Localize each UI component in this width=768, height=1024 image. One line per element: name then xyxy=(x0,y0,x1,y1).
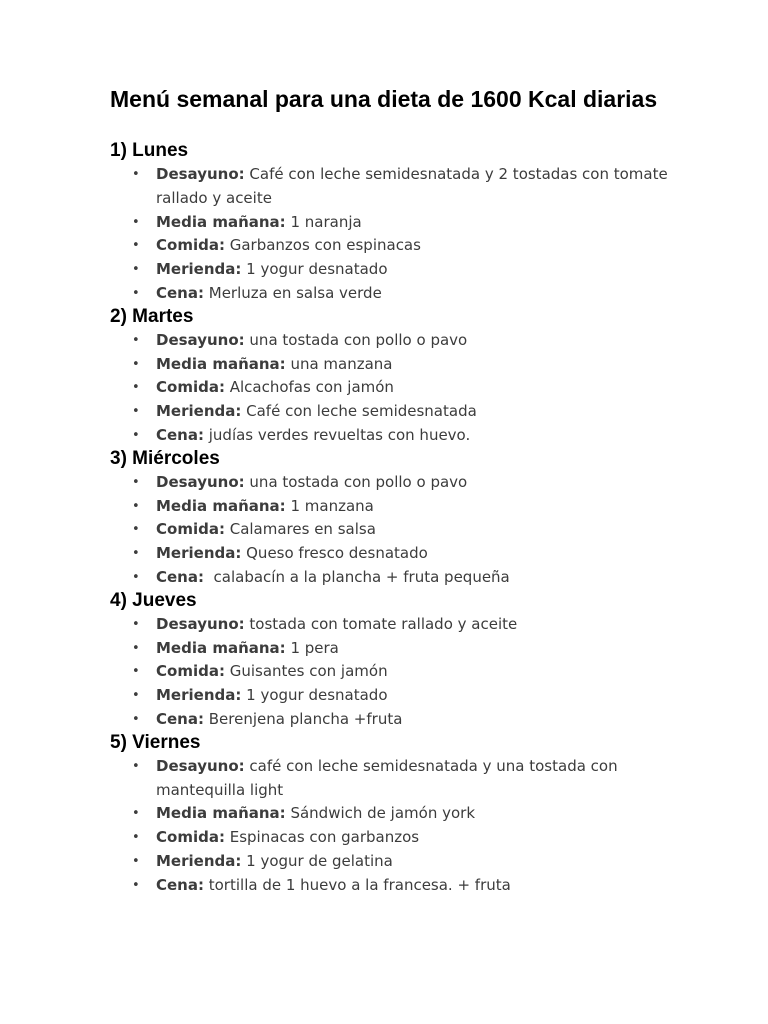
bullet-icon: • xyxy=(132,404,140,420)
meal-label: Media mañana: xyxy=(156,212,286,231)
bullet-icon: • xyxy=(132,238,140,254)
bullet-icon: • xyxy=(132,830,140,846)
meal-label: Cena: xyxy=(156,283,204,302)
meal-item xyxy=(110,376,670,400)
bullet-icon: • xyxy=(132,758,140,774)
meal-text: Queso fresco desnatado xyxy=(241,544,428,563)
day-heading: 3) Miércoles xyxy=(110,447,220,469)
meal-list xyxy=(110,329,670,448)
meal-label: Merienda: xyxy=(156,402,242,421)
day-section-jueves xyxy=(110,590,670,732)
meal-label: Desayuno: xyxy=(156,756,245,775)
meal-text: 1 manzana xyxy=(285,496,374,515)
meal-item xyxy=(110,613,670,637)
meal-text: 1 pera xyxy=(285,638,339,657)
page-title: Menú semanal para una dieta de 1600 Kcal diarias xyxy=(110,86,658,112)
meal-item xyxy=(110,802,670,826)
day-section-lunes xyxy=(110,140,670,306)
meal-item xyxy=(110,400,670,424)
meal-label: Media mañana: xyxy=(156,354,286,373)
meal-item xyxy=(110,258,670,282)
meal-item xyxy=(110,329,670,353)
bullet-icon: • xyxy=(132,427,140,443)
bullet-icon: • xyxy=(132,664,140,680)
day-section-martes xyxy=(110,306,670,448)
meal-item xyxy=(110,163,670,211)
meal-text: una manzana xyxy=(285,354,393,373)
meal-label: Media mañana: xyxy=(156,496,286,515)
bullet-icon: • xyxy=(132,688,140,704)
meal-item xyxy=(110,353,670,377)
meal-label: Comida: xyxy=(156,662,225,681)
bullet-icon: • xyxy=(132,877,140,893)
day-section-viernes xyxy=(110,732,670,898)
meal-text: tortilla de 1 huevo a la francesa. + fruta xyxy=(203,875,511,894)
meal-label: Desayuno: xyxy=(156,472,245,491)
meal-item xyxy=(110,850,670,874)
meal-label: Comida: xyxy=(156,236,225,255)
day-heading: 4) Jueves xyxy=(110,589,197,611)
bullet-icon: • xyxy=(132,711,140,727)
meal-label: Desayuno: xyxy=(156,330,245,349)
meal-list xyxy=(110,755,670,898)
document-page xyxy=(110,86,670,898)
meal-text: una tostada con pollo o pavo xyxy=(244,330,468,349)
meal-item xyxy=(110,826,670,850)
bullet-icon: • xyxy=(132,356,140,372)
day-section-miercoles xyxy=(110,448,670,590)
meal-text: calabacín a la plancha + fruta pequeña xyxy=(203,567,510,586)
meal-item xyxy=(110,471,670,495)
bullet-icon: • xyxy=(132,285,140,301)
meal-text: café con leche semidesnatada y una tostada con mantequilla light xyxy=(156,756,618,799)
meal-item xyxy=(110,542,670,566)
bullet-icon: • xyxy=(132,380,140,396)
meal-text: 1 yogur de gelatina xyxy=(241,851,393,870)
meal-item xyxy=(110,566,670,590)
day-heading: 1) Lunes xyxy=(110,140,189,161)
meal-label: Merienda: xyxy=(156,544,242,563)
meal-item xyxy=(110,708,670,732)
meal-text: Sándwich de jamón york xyxy=(285,804,476,823)
meal-item xyxy=(110,684,670,708)
meal-list xyxy=(110,163,670,306)
bullet-icon: • xyxy=(132,262,140,278)
meal-text: Alcachofas con jamón xyxy=(224,378,394,397)
bullet-icon: • xyxy=(132,546,140,562)
meal-text: Café con leche semidesnatada xyxy=(241,402,477,421)
bullet-icon: • xyxy=(132,853,140,869)
meal-text: una tostada con pollo o pavo xyxy=(244,472,468,491)
meal-item xyxy=(110,495,670,519)
meal-item xyxy=(110,234,670,258)
meal-label: Comida: xyxy=(156,520,225,539)
meal-text: tostada con tomate rallado y aceite xyxy=(244,614,518,633)
bullet-icon: • xyxy=(132,806,140,822)
meal-label: Media mañana: xyxy=(156,804,286,823)
meal-item xyxy=(110,874,670,898)
meal-item xyxy=(110,424,670,448)
meal-text: Garbanzos con espinacas xyxy=(224,236,421,255)
bullet-icon: • xyxy=(132,616,140,632)
bullet-icon: • xyxy=(132,474,140,490)
meal-text: 1 yogur desnatado xyxy=(241,686,388,705)
meal-label: Cena: xyxy=(156,567,204,586)
meal-label: Comida: xyxy=(156,378,225,397)
meal-item xyxy=(110,518,670,542)
bullet-icon: • xyxy=(132,569,140,585)
meal-item xyxy=(110,755,670,803)
meal-item xyxy=(110,282,670,306)
day-heading: 5) Viernes xyxy=(110,731,201,753)
meal-text: Guisantes con jamón xyxy=(224,662,388,681)
meal-text: judías verdes revueltas con huevo. xyxy=(203,425,471,444)
bullet-icon: • xyxy=(132,498,140,514)
meal-label: Cena: xyxy=(156,875,204,894)
meal-text: Merluza en salsa verde xyxy=(203,283,382,302)
meal-label: Cena: xyxy=(156,425,204,444)
meal-text: Calamares en salsa xyxy=(224,520,376,539)
meal-label: Comida: xyxy=(156,828,225,847)
meal-text: Espinacas con garbanzos xyxy=(224,828,420,847)
meal-text: 1 yogur desnatado xyxy=(241,260,388,279)
meal-text: Berenjena plancha +fruta xyxy=(203,709,403,728)
meal-item xyxy=(110,637,670,661)
meal-text: Café con leche semidesnatada y 2 tostadas con tomate rallado y aceite xyxy=(156,165,668,207)
meal-list xyxy=(110,613,670,732)
bullet-icon: • xyxy=(132,332,140,348)
bullet-icon: • xyxy=(132,214,140,230)
meal-label: Cena: xyxy=(156,709,204,728)
day-heading: 2) Martes xyxy=(110,305,194,327)
meal-label: Merienda: xyxy=(156,260,242,279)
bullet-icon: • xyxy=(132,640,140,656)
meal-item xyxy=(110,660,670,684)
meal-label: Desayuno: xyxy=(156,165,245,183)
meal-text: 1 naranja xyxy=(285,212,362,231)
meal-label: Merienda: xyxy=(156,686,242,705)
bullet-icon: • xyxy=(132,167,140,182)
bullet-icon: • xyxy=(132,522,140,538)
meal-label: Desayuno: xyxy=(156,614,245,633)
meal-label: Media mañana: xyxy=(156,638,286,657)
meal-list xyxy=(110,471,670,590)
meal-item xyxy=(110,211,670,235)
meal-label: Merienda: xyxy=(156,851,242,870)
